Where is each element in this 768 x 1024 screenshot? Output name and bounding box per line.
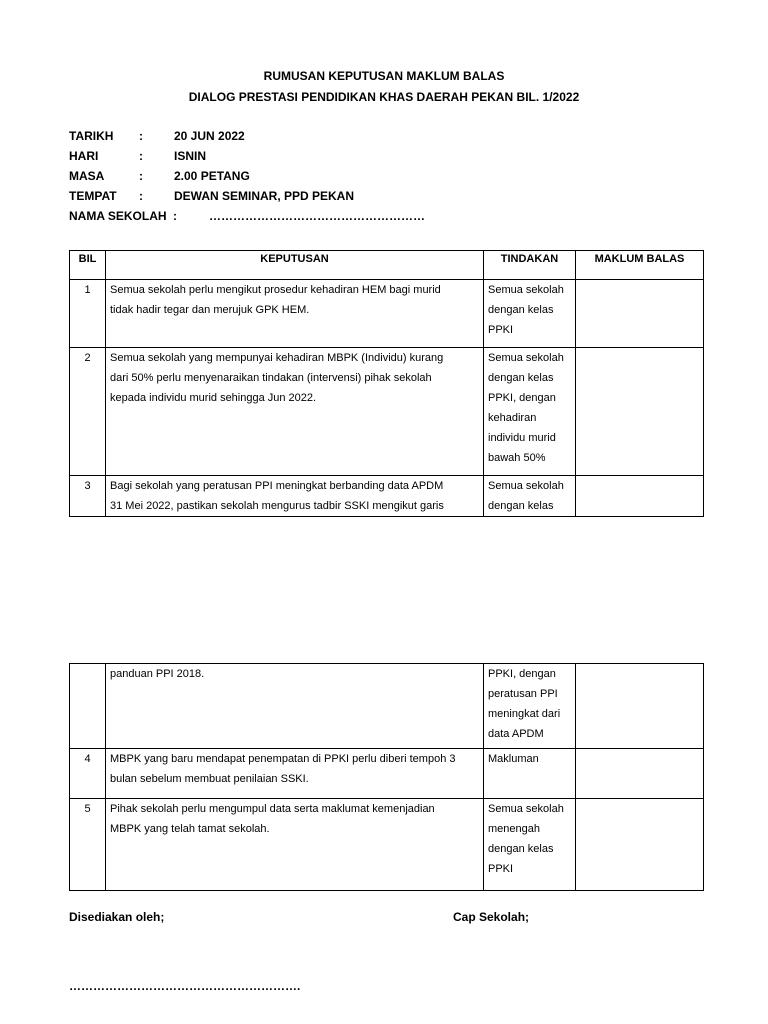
info-label: TEMPAT <box>69 189 117 203</box>
table-row <box>70 749 704 799</box>
text-line: kehadiran <box>488 412 537 424</box>
table-row <box>70 476 704 517</box>
info-colon: : <box>139 169 143 183</box>
cell-tindakan <box>484 799 576 891</box>
cell-maklum-balas <box>576 749 704 799</box>
info-colon: : <box>139 129 143 143</box>
text-line: panduan PPI 2018. <box>110 668 205 680</box>
info-colon: : <box>173 209 177 223</box>
cell-keputusan <box>106 664 484 749</box>
text-line: Semua sekolah perlu mengikut prosedur kehadiran HEM bagi murid <box>110 284 441 296</box>
cell-maklum-balas <box>576 348 704 476</box>
cell-bil: 4 <box>70 749 106 799</box>
document-title-line2: DIALOG PRESTASI PENDIDIKAN KHAS DAERAH PEKAN BIL. 1/2022 <box>188 90 580 104</box>
cell-keputusan <box>106 749 484 799</box>
cell-bil: 2 <box>70 348 106 476</box>
document-title-line1: RUMUSAN KEPUTUSAN MAKLUM BALAS <box>263 69 505 83</box>
school-stamp-label: Cap Sekolah; <box>453 910 530 924</box>
cell-tindakan <box>484 280 576 348</box>
header-maklum-balas: MAKLUM BALAS <box>576 251 704 280</box>
cell-tindakan <box>484 348 576 476</box>
prepared-by-label: Disediakan oleh; <box>69 910 165 924</box>
text-line: PPKI, dengan <box>488 668 556 680</box>
text-line: tidak hadir tegar dan merujuk GPK HEM. <box>110 304 310 316</box>
cell-tindakan <box>484 476 576 517</box>
text-line: bawah 50% <box>488 452 546 464</box>
text-line: Bagi sekolah yang peratusan PPI meningkat berbanding data APDM <box>110 480 444 492</box>
info-value: ISNIN <box>174 149 207 163</box>
cell-tindakan <box>484 664 576 749</box>
header-keputusan: KEPUTUSAN <box>106 251 484 280</box>
info-label: TARIKH <box>69 129 114 143</box>
info-value: 20 JUN 2022 <box>174 129 245 143</box>
info-colon: : <box>139 149 143 163</box>
text-line: Semua sekolah <box>488 284 564 296</box>
cell-maklum-balas <box>576 476 704 517</box>
text-line: Pihak sekolah perlu mengumpul data serta maklumat kemenjadian <box>110 803 435 815</box>
info-label: NAMA SEKOLAH <box>69 209 167 223</box>
cell-bil: 1 <box>70 280 106 348</box>
text-line: dengan kelas <box>488 500 554 512</box>
table-row <box>70 799 704 891</box>
text-line: PPKI <box>488 324 514 336</box>
info-value: 2.00 PETANG <box>174 169 250 183</box>
text-line: meningkat dari <box>488 708 561 720</box>
text-line: individu murid <box>488 432 556 444</box>
text-line: PPKI <box>488 863 514 875</box>
decisions-table <box>69 250 704 517</box>
table-row <box>70 664 704 749</box>
text-line: MBPK yang telah tamat sekolah. <box>110 823 270 835</box>
cell-maklum-balas <box>576 799 704 891</box>
text-line: Makluman <box>488 753 539 765</box>
cell-bil: 5 <box>70 799 106 891</box>
text-line: dengan kelas <box>488 304 554 316</box>
table-row <box>70 348 704 476</box>
info-label: HARI <box>69 149 99 163</box>
text-line: kepada individu murid sehingga Jun 2022. <box>110 392 317 404</box>
text-line: dari 50% perlu menyenaraikan tindakan (intervensi) pihak sekolah <box>110 372 432 384</box>
header-bil: BIL <box>70 251 106 280</box>
text-line: Semua sekolah <box>488 480 564 492</box>
text-line: PPKI, dengan <box>488 392 556 404</box>
text-line: 31 Mei 2022, pastikan sekolah mengurus tadbir SSKI mengikut garis <box>110 500 444 512</box>
text-line: bulan sebelum membuat penilaian SSKI. <box>110 773 309 785</box>
cell-tindakan <box>484 749 576 799</box>
cell-bil <box>70 664 106 749</box>
text-line: Semua sekolah <box>488 352 564 364</box>
cell-bil: 3 <box>70 476 106 517</box>
info-colon: : <box>139 189 143 203</box>
cell-maklum-balas <box>576 664 704 749</box>
text-line: peratusan PPI <box>488 688 558 700</box>
text-line: menengah <box>488 823 540 835</box>
cell-keputusan <box>106 799 484 891</box>
decisions-table-continued <box>69 663 704 891</box>
table-header-row <box>70 251 704 280</box>
table-row <box>70 280 704 348</box>
cell-keputusan <box>106 348 484 476</box>
text-line: Semua sekolah yang mempunyai kehadiran MBPK (Individu) kurang <box>110 352 444 364</box>
cell-maklum-balas <box>576 280 704 348</box>
info-label: MASA <box>69 169 105 183</box>
text-line: MBPK yang baru mendapat penempatan di PPKI perlu diberi tempoh 3 <box>110 753 456 765</box>
text-line: dengan kelas <box>488 372 554 384</box>
header-tindakan: TINDAKAN <box>484 251 576 280</box>
cell-keputusan <box>106 476 484 517</box>
cell-keputusan <box>106 280 484 348</box>
info-value: ……………………………………………… <box>209 209 425 223</box>
text-line: data APDM <box>488 728 544 740</box>
info-value: DEWAN SEMINAR, PPD PEKAN <box>174 189 355 203</box>
text-line: Semua sekolah <box>488 803 564 815</box>
signature-line: …………………………………………………. <box>69 979 301 993</box>
text-line: dengan kelas <box>488 843 554 855</box>
